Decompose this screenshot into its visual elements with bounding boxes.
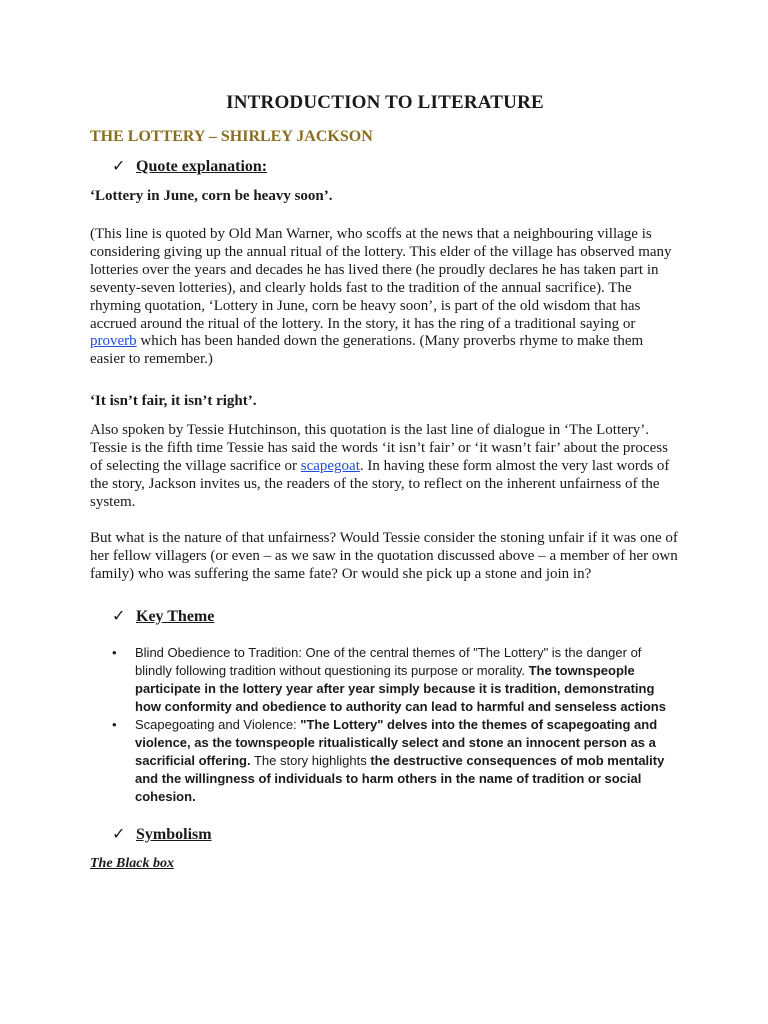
paragraph-text: which has been handed down the generations. (Many proverbs rhyme to make them easier to remember.): [90, 333, 644, 368]
key-theme-label: Key Theme: [136, 607, 215, 625]
list-item: [90, 716, 680, 806]
theme-emphasis: the destructive consequences of mob mentality and the willingness of individuals to harm others in the name of tradition or social cohesion.: [135, 752, 665, 804]
paragraph-text: (This line is quoted by Old Man Warner, who scoffs at the news that a neighbouring village is considering giving up the annual ritual of the lottery. This elder of the village has observed many lotteries over the years and decades he has lived there (he proudly declares he has taken part in seventy-seven lotteries), and clearly holds fast to the tradition of the annual sacrifice). The rhyming quotation, ‘Lottery in June, corn be heavy soon’, is part of the old wisdom that has accrued around the ritual of the lottery. In the story, it has the ring of a traditional saying or: [90, 226, 672, 332]
symbolism-label: Symbolism: [136, 825, 212, 843]
tessie-quote-paragraph: [90, 422, 680, 512]
proverb-link[interactable]: proverb: [90, 333, 137, 350]
black-box-heading: The Black box: [90, 855, 174, 871]
theme-text: Blind Obedience to Tradition: One of the central themes of "The Lottery" is the danger of blindly following tradition without questioning its purpose or morality.: [135, 644, 642, 678]
theme-emphasis: The townspeople participate in the lottery year after year simply because it is tradition, demonstrating how conformity and obedience to authority can lead to harmful and senseless actions: [135, 662, 666, 714]
scapegoat-link[interactable]: scapegoat: [300, 458, 360, 475]
checkmark-icon: ✓: [112, 156, 126, 175]
quote-explanation-heading: [112, 156, 680, 176]
theme-emphasis: "The Lottery" delves into the themes of scapegoating and violence, as the townspeople ritualistically select and stone an innocent person as a sacrificial offering.: [135, 716, 658, 768]
checkmark-icon: ✓: [112, 605, 126, 625]
document-title: INTRODUCTION TO LITERATURE: [226, 92, 544, 113]
theme-text: Scapegoating and Violence:: [135, 716, 301, 732]
symbolism-heading: [112, 824, 680, 844]
story-subtitle: THE LOTTERY – SHIRLEY JACKSON: [90, 128, 373, 145]
paragraph-text: . In having these form almost the very last words of the story, Jackson invites us, the readers of the story, to reflect on the inherent unfairness of the system.: [90, 458, 670, 510]
quote-explanation-paragraph: [90, 226, 680, 369]
quote-lottery-in-june: ‘Lottery in June, corn be heavy soon’.: [90, 188, 333, 204]
bullet-icon: •: [112, 716, 117, 732]
document-page: [90, 92, 680, 872]
paragraph-text: Also spoken by Tessie Hutchinson, this quotation is the last line of dialogue in ‘The Lottery’. Tessie is the fifth time Tessie has said the words ‘it isn’t fair’ or ‘it wasn’t fair’ about the process of selecting the village sacrifice or: [90, 422, 668, 475]
key-theme-list: [90, 644, 680, 806]
bullet-icon: •: [112, 644, 117, 660]
checkmark-icon: ✓: [112, 823, 126, 843]
unfairness-paragraph: But what is the nature of that unfairness? Would Tessie consider the stoning unfair if it was one of her fellow villagers (or even – as we saw in the quotation discussed above – a member of her own family) who was suffering the same fate? Or would she pick up a stone and join in?: [90, 529, 678, 582]
quote-explanation-label: Quote explanation:: [136, 158, 268, 175]
key-theme-heading: [112, 606, 680, 626]
theme-text: The story highlights: [250, 752, 371, 768]
list-item: [90, 644, 680, 716]
quote-it-isnt-fair: ‘It isn’t fair, it isn’t right’.: [90, 393, 257, 410]
